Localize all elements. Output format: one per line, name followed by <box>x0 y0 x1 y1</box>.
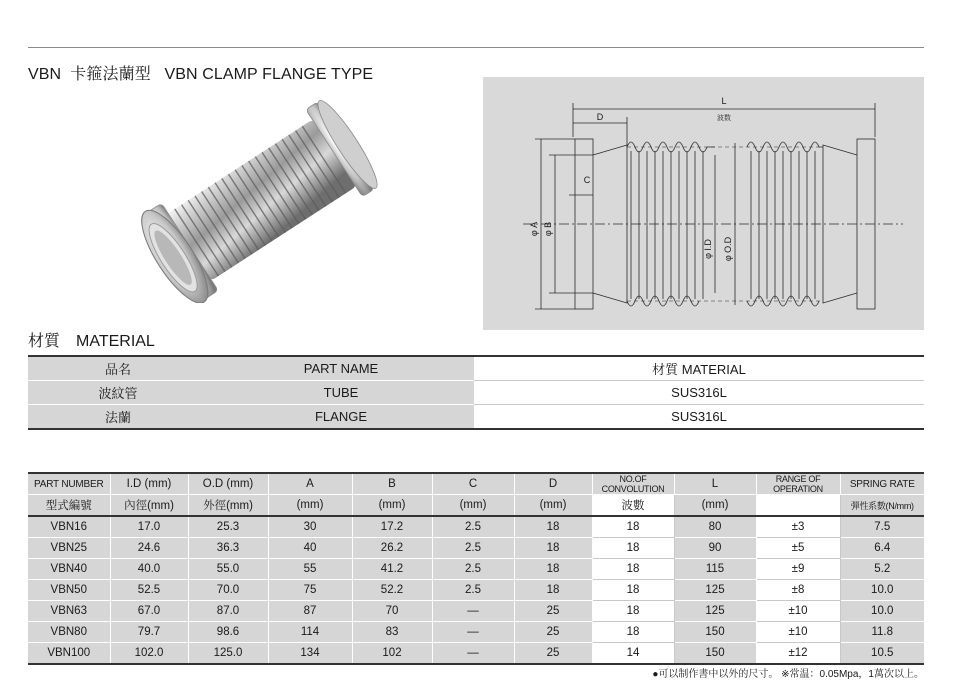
table-cell: 2.5 <box>432 580 514 601</box>
technical-diagram <box>483 77 924 330</box>
table-cell: 134 <box>268 643 352 665</box>
spec-header-cell: (mm) <box>514 495 592 517</box>
table-cell: 80 <box>674 516 756 538</box>
table-cell: 18 <box>592 516 674 538</box>
table-cell: ±3 <box>756 516 840 538</box>
table-cell: 5.2 <box>840 559 924 580</box>
table-row <box>28 516 924 538</box>
label-D: D <box>596 112 604 122</box>
table-cell: — <box>432 643 514 665</box>
table-cell: 17.0 <box>110 516 188 538</box>
top-divider <box>28 47 924 48</box>
spec-header-cell: SPRING RATE <box>840 473 924 495</box>
spec-header-row <box>28 495 924 517</box>
table-cell: 67.0 <box>110 601 188 622</box>
material-cell: TUBE <box>208 381 474 405</box>
spec-header-cell: 型式編號 <box>28 495 110 517</box>
material-cell: SUS316L <box>474 405 924 430</box>
table-cell: — <box>432 622 514 643</box>
spec-header-cell: (mm) <box>432 495 514 517</box>
table-cell: 6.4 <box>840 538 924 559</box>
spec-header-cell: RANGE OF OPERATION <box>756 473 840 495</box>
label-id: φ I.D <box>703 239 713 259</box>
spec-header-cell: O.D (mm) <box>188 473 268 495</box>
table-cell: ±8 <box>756 580 840 601</box>
material-header-cell: 材質 MATERIAL <box>474 356 924 381</box>
table-cell: 26.2 <box>352 538 432 559</box>
label-C: C <box>583 175 591 185</box>
table-cell: VBN50 <box>28 580 110 601</box>
material-row <box>28 405 924 430</box>
table-cell: 52.2 <box>352 580 432 601</box>
spec-header-cell: NO.OF CONVOLUTION <box>592 473 674 495</box>
table-cell: ±10 <box>756 622 840 643</box>
table-row <box>28 622 924 643</box>
table-cell: 125.0 <box>188 643 268 665</box>
table-row <box>28 538 924 559</box>
table-cell: 79.7 <box>110 622 188 643</box>
table-cell: 18 <box>592 559 674 580</box>
spec-header-cell: 內徑(mm) <box>110 495 188 517</box>
table-cell: 25 <box>514 643 592 665</box>
table-cell: 41.2 <box>352 559 432 580</box>
table-cell: 102.0 <box>110 643 188 665</box>
table-cell: 87 <box>268 601 352 622</box>
page-title <box>28 61 373 84</box>
table-cell: 24.6 <box>110 538 188 559</box>
table-cell: 25 <box>514 622 592 643</box>
table-cell: 102 <box>352 643 432 665</box>
spec-header-cell: D <box>514 473 592 495</box>
material-cell: 法蘭 <box>28 405 208 430</box>
table-cell: 18 <box>514 580 592 601</box>
table-cell: 98.6 <box>188 622 268 643</box>
table-cell: VBN80 <box>28 622 110 643</box>
spec-header-cell: L <box>674 473 756 495</box>
footnote: ●可以制作書中以外的尺寸。 ※常温：0.05Mpa，1萬次以上。 <box>652 669 924 680</box>
table-cell: 18 <box>592 538 674 559</box>
spec-header-row <box>28 473 924 495</box>
table-cell: 40.0 <box>110 559 188 580</box>
spec-table <box>28 472 924 665</box>
table-row <box>28 643 924 665</box>
table-cell: ±12 <box>756 643 840 665</box>
table-cell: 150 <box>674 622 756 643</box>
material-cell: FLANGE <box>208 405 474 430</box>
table-cell: VBN25 <box>28 538 110 559</box>
title-chinese: 卡箍法蘭型 <box>70 66 151 83</box>
table-cell: ±10 <box>756 601 840 622</box>
table-row <box>28 601 924 622</box>
spec-header-cell: C <box>432 473 514 495</box>
table-cell: 40 <box>268 538 352 559</box>
table-cell: 114 <box>268 622 352 643</box>
table-cell: — <box>432 601 514 622</box>
table-cell: 55 <box>268 559 352 580</box>
table-cell: 2.5 <box>432 538 514 559</box>
label-B: φ B <box>543 221 553 237</box>
table-cell: 70.0 <box>188 580 268 601</box>
table-cell: 75 <box>268 580 352 601</box>
table-cell: 18 <box>592 580 674 601</box>
material-header-row <box>28 356 924 381</box>
table-cell: 125 <box>674 580 756 601</box>
label-waves: 波数 <box>717 115 731 122</box>
product-photo <box>112 98 412 303</box>
table-cell: 150 <box>674 643 756 665</box>
table-cell: 36.3 <box>188 538 268 559</box>
material-row <box>28 381 924 405</box>
material-header-cell: 品名 <box>28 356 208 381</box>
table-row <box>28 559 924 580</box>
table-cell: 25.3 <box>188 516 268 538</box>
table-cell: 83 <box>352 622 432 643</box>
spec-header-cell: 彈性系數(N/mm) <box>840 495 924 517</box>
table-cell: 10.5 <box>840 643 924 665</box>
table-cell: 10.0 <box>840 601 924 622</box>
spec-header-cell: (mm) <box>352 495 432 517</box>
title-english: VBN CLAMP FLANGE TYPE <box>164 66 374 83</box>
table-cell: VBN100 <box>28 643 110 665</box>
table-cell: 30 <box>268 516 352 538</box>
material-cell: SUS316L <box>474 381 924 405</box>
spec-header-cell: I.D (mm) <box>110 473 188 495</box>
material-header-cell: PART NAME <box>208 356 474 381</box>
table-cell: VBN63 <box>28 601 110 622</box>
spec-header-cell: 外徑(mm) <box>188 495 268 517</box>
table-cell: 70 <box>352 601 432 622</box>
table-cell: 25 <box>514 601 592 622</box>
table-cell: 14 <box>592 643 674 665</box>
spec-header-cell: B <box>352 473 432 495</box>
table-cell: 10.0 <box>840 580 924 601</box>
table-cell: 55.0 <box>188 559 268 580</box>
spec-header-cell: 波數 <box>592 495 674 517</box>
title-code: VBN <box>28 66 62 83</box>
label-od: φ O.D <box>723 236 733 262</box>
table-cell: VBN40 <box>28 559 110 580</box>
table-cell: 52.5 <box>110 580 188 601</box>
table-cell: 11.8 <box>840 622 924 643</box>
spec-header-cell: PART NUMBER <box>28 473 110 495</box>
material-section-title: 材質 MATERIAL <box>28 333 155 350</box>
table-cell: 18 <box>514 516 592 538</box>
table-cell: 18 <box>592 622 674 643</box>
table-cell: 18 <box>514 559 592 580</box>
spec-header-cell: A <box>268 473 352 495</box>
table-cell: 2.5 <box>432 516 514 538</box>
table-row <box>28 580 924 601</box>
label-L: L <box>721 96 727 106</box>
table-cell: 90 <box>674 538 756 559</box>
spec-header-cell: (mm) <box>674 495 756 517</box>
label-A: φ A <box>529 221 539 237</box>
table-cell: 18 <box>514 538 592 559</box>
table-cell: 115 <box>674 559 756 580</box>
table-cell: ±9 <box>756 559 840 580</box>
spec-header-cell <box>756 495 840 517</box>
material-table <box>28 355 924 430</box>
table-cell: ±5 <box>756 538 840 559</box>
table-cell: VBN16 <box>28 516 110 538</box>
table-cell: 17.2 <box>352 516 432 538</box>
material-cell: 波紋管 <box>28 381 208 405</box>
table-cell: 7.5 <box>840 516 924 538</box>
table-cell: 2.5 <box>432 559 514 580</box>
table-cell: 18 <box>592 601 674 622</box>
spec-header-cell: (mm) <box>268 495 352 517</box>
table-cell: 125 <box>674 601 756 622</box>
table-cell: 87.0 <box>188 601 268 622</box>
